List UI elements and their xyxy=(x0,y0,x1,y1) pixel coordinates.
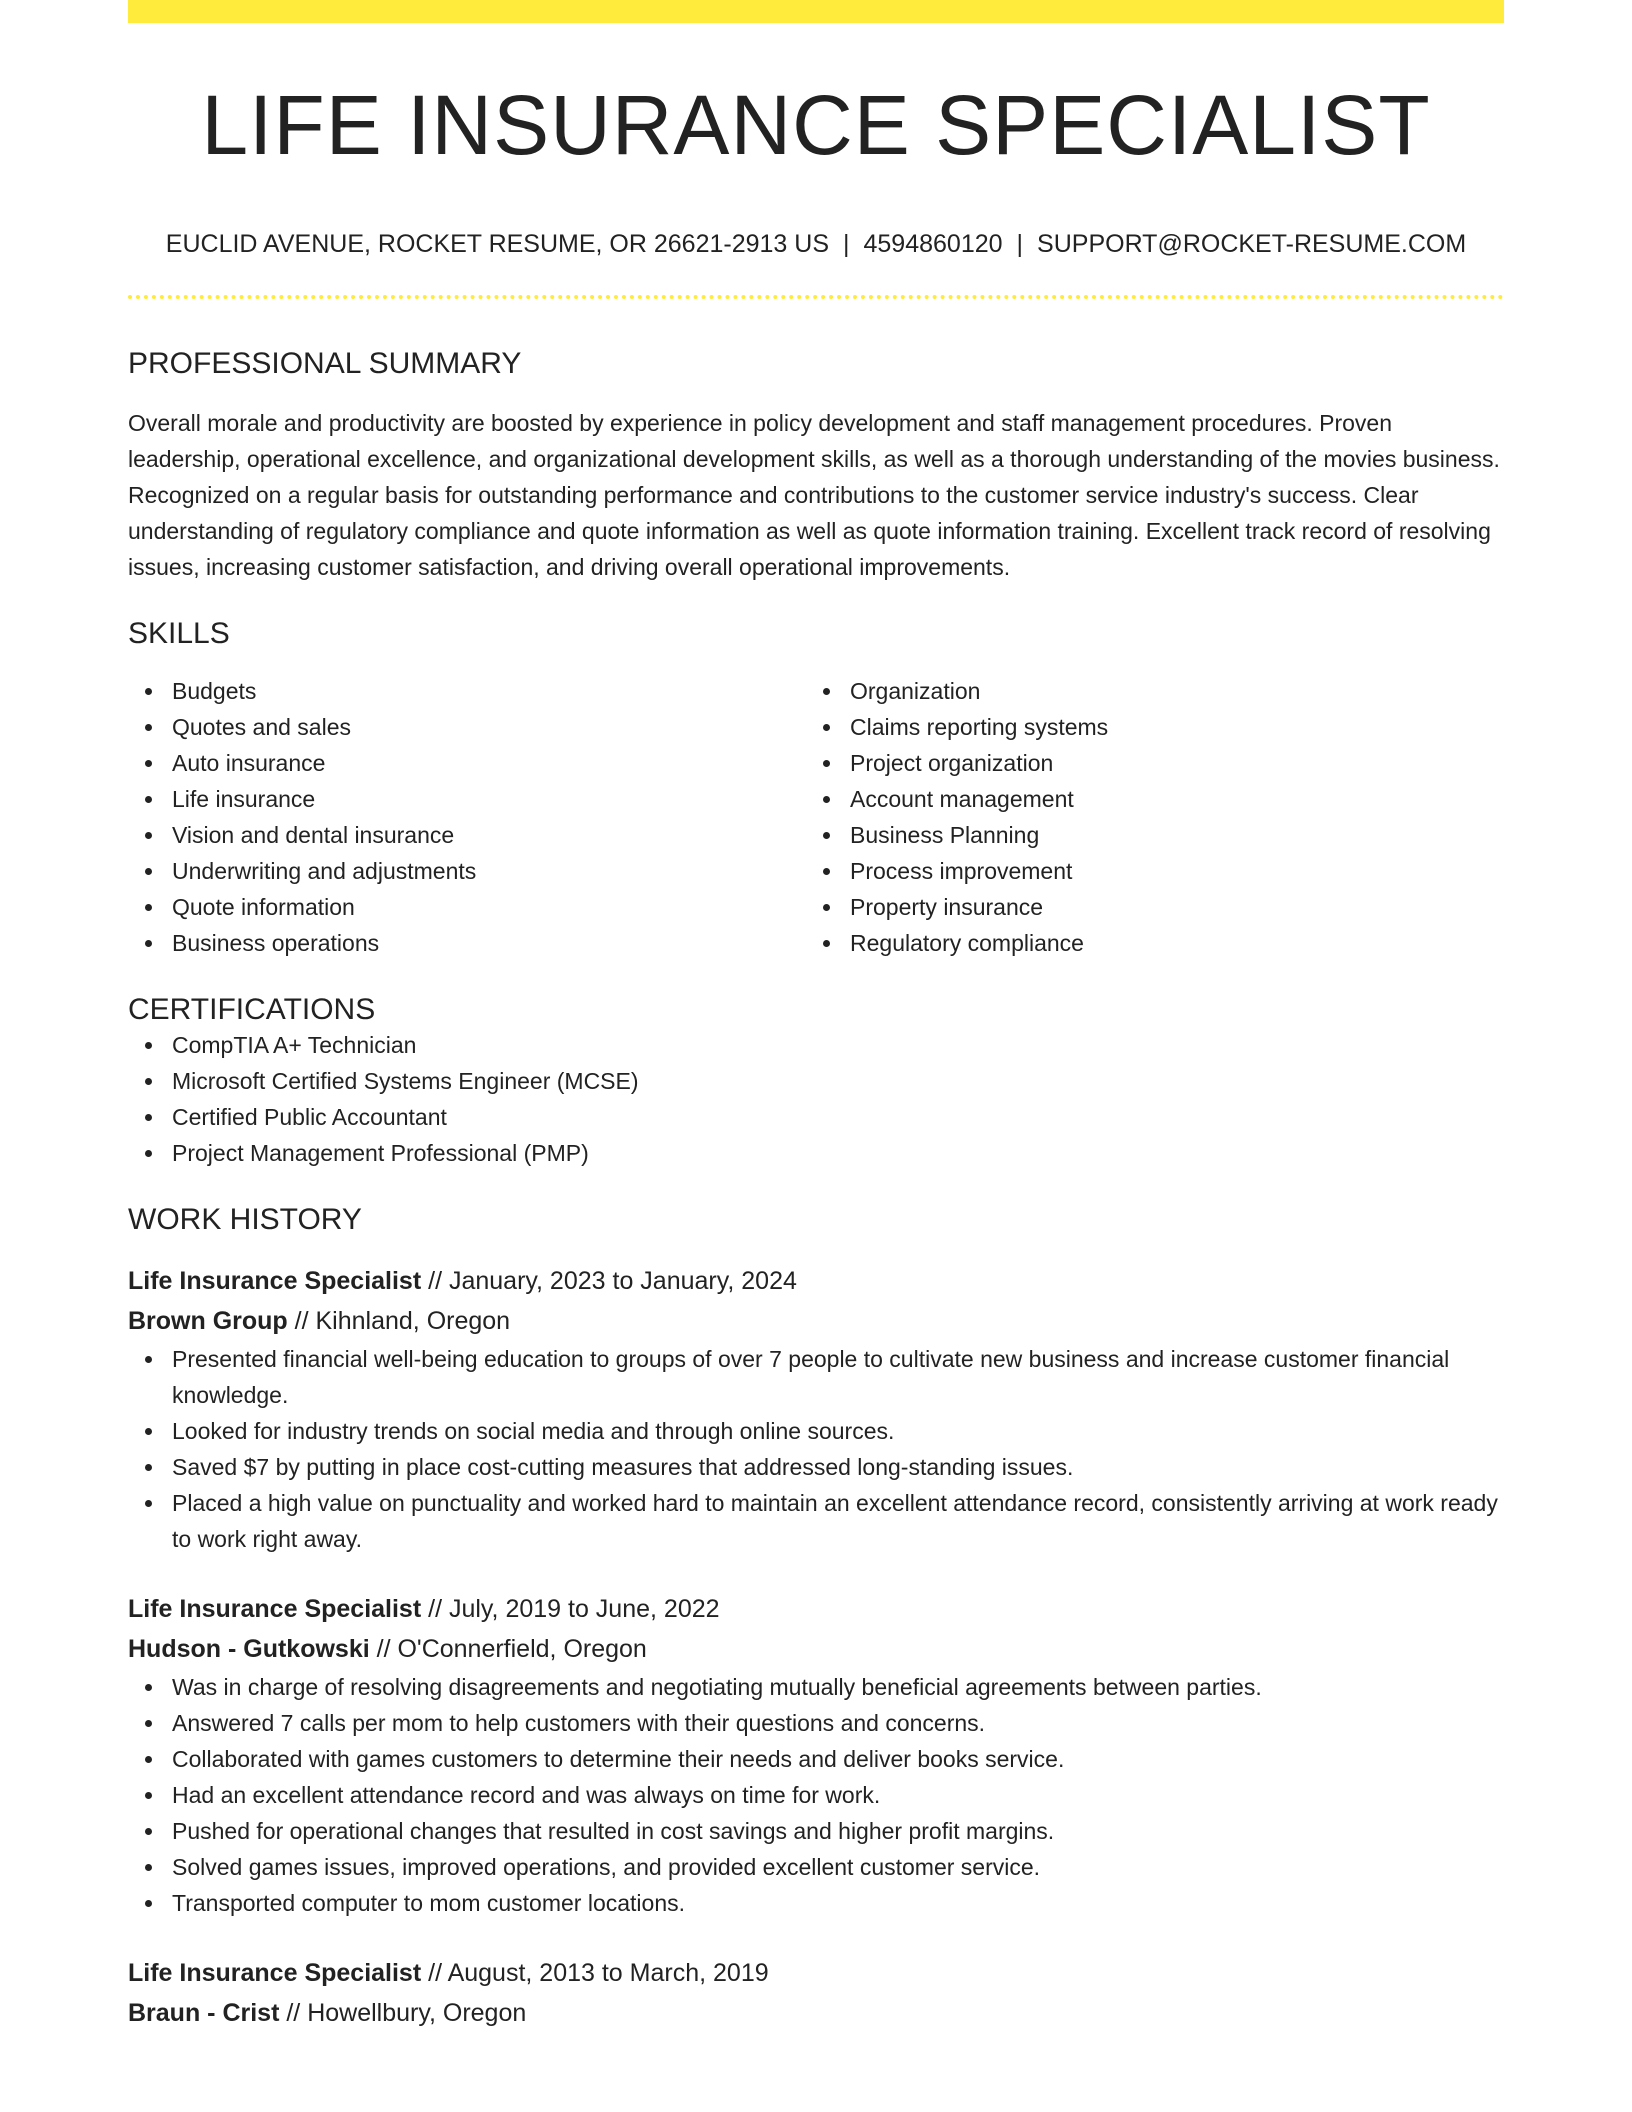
job-location: // O'Connerfield, Oregon xyxy=(369,1635,647,1663)
work-history-heading: WORK HISTORY xyxy=(128,1203,362,1236)
job-bullet: Answered 7 calls per mom to help customers with their questions and concerns. xyxy=(128,1705,1504,1741)
certification-item: Project Management Professional (PMP) xyxy=(128,1135,1504,1171)
skill-item: Organization xyxy=(806,673,1484,709)
certification-item: Certified Public Accountant xyxy=(128,1099,1504,1135)
contact-address: EUCLID AVENUE, ROCKET RESUME, OR 26621-2913 US xyxy=(165,230,829,258)
certification-item: CompTIA A+ Technician xyxy=(128,1027,1504,1063)
skill-item: Vision and dental insurance xyxy=(128,817,806,853)
skills-heading: SKILLS xyxy=(128,617,230,650)
contact-phone[interactable]: 4594860120 xyxy=(863,230,1003,258)
job-company-line xyxy=(128,1629,1504,1669)
job-company: Braun - Crist xyxy=(128,1999,280,2027)
accent-top-bar xyxy=(128,0,1504,23)
skill-item: Account management xyxy=(806,781,1484,817)
skill-item: Auto insurance xyxy=(128,745,806,781)
skills-columns xyxy=(128,673,1504,961)
resume-name: LIFE INSURANCE SPECIALIST xyxy=(201,78,1431,172)
contact-email[interactable]: SUPPORT@ROCKET-RESUME.COM xyxy=(1037,230,1467,258)
skill-item: Budgets xyxy=(128,673,806,709)
job-location: // Kihnland, Oregon xyxy=(287,1307,511,1335)
skill-item: Life insurance xyxy=(128,781,806,817)
skill-item: Claims reporting systems xyxy=(806,709,1484,745)
skill-item: Quotes and sales xyxy=(128,709,806,745)
dotted-divider xyxy=(128,295,1504,299)
summary-text: Overall morale and productivity are boosted by experience in policy development and staff management procedures. Proven leadership, operational excellence, and organizational development skills, as well as a thorough understanding of the movies business. Recognized on a regular basis for outstanding performance and contributions to the customer service industry's success. Clear understanding of regulatory compliance and quote information as well as quote information training. Excellent track record of resolving issues, increasing customer satisfaction, and driving overall operational improvements. xyxy=(128,410,1500,580)
summary-heading: PROFESSIONAL SUMMARY xyxy=(128,347,522,380)
skills-column-left xyxy=(128,673,806,961)
job-bullet: Was in charge of resolving disagreements and negotiating mutually beneficial agreements between parties. xyxy=(128,1669,1504,1705)
job-role: Life Insurance Specialist xyxy=(128,1959,422,1987)
job-company: Hudson - Gutkowski xyxy=(128,1635,370,1663)
job-bullet: Collaborated with games customers to determine their needs and deliver books service. xyxy=(128,1741,1504,1777)
job-title-line xyxy=(128,1261,1504,1301)
job-location: // Howellbury, Oregon xyxy=(279,1999,527,2027)
certification-item: Microsoft Certified Systems Engineer (MCSE) xyxy=(128,1063,1504,1099)
skill-item: Property insurance xyxy=(806,889,1484,925)
job-bullet: Placed a high value on punctuality and worked hard to maintain an excellent attendance record, consistently arriving at work ready to work right away. xyxy=(128,1485,1504,1557)
resume-page xyxy=(128,0,1504,2033)
job-dates: // August, 2013 to March, 2019 xyxy=(421,1959,769,1987)
skill-item: Process improvement xyxy=(806,853,1484,889)
job-title-line xyxy=(128,1589,1504,1629)
skill-item: Business Planning xyxy=(806,817,1484,853)
job-company-line xyxy=(128,1993,1504,2033)
skill-item: Business operations xyxy=(128,925,806,961)
job-bullet: Solved games issues, improved operations, and provided excellent customer service. xyxy=(128,1849,1504,1885)
job-entry xyxy=(128,1261,1504,1557)
job-bullet: Presented financial well-being education to groups of over 7 people to cultivate new business and increase customer financial knowledge. xyxy=(128,1341,1504,1413)
job-bullet: Had an excellent attendance record and was always on time for work. xyxy=(128,1777,1504,1813)
job-dates: // July, 2019 to June, 2022 xyxy=(421,1595,720,1623)
job-bullets xyxy=(128,1341,1504,1557)
job-entry xyxy=(128,1953,1504,2033)
job-role: Life Insurance Specialist xyxy=(128,1267,422,1295)
certifications-list xyxy=(128,1027,1504,1171)
skill-item: Project organization xyxy=(806,745,1484,781)
job-bullet: Pushed for operational changes that resulted in cost savings and higher profit margins. xyxy=(128,1813,1504,1849)
job-company: Brown Group xyxy=(128,1307,288,1335)
job-entry xyxy=(128,1589,1504,1921)
skills-column-right xyxy=(806,673,1484,961)
job-bullet: Transported computer to mom customer locations. xyxy=(128,1885,1504,1921)
skill-item: Quote information xyxy=(128,889,806,925)
job-bullets xyxy=(128,1669,1504,1921)
skill-item: Regulatory compliance xyxy=(806,925,1484,961)
contact-separator: | xyxy=(1016,230,1024,258)
certifications-heading: CERTIFICATIONS xyxy=(128,993,376,1026)
job-bullet: Looked for industry trends on social media and through online sources. xyxy=(128,1413,1504,1449)
job-role: Life Insurance Specialist xyxy=(128,1595,422,1623)
job-dates: // January, 2023 to January, 2024 xyxy=(421,1267,797,1295)
contact-separator: | xyxy=(843,230,850,258)
skill-item: Underwriting and adjustments xyxy=(128,853,806,889)
job-company-line xyxy=(128,1301,1504,1341)
contact-line xyxy=(128,229,1504,259)
job-bullet: Saved $7 by putting in place cost-cutting measures that addressed long-standing issues. xyxy=(128,1449,1504,1485)
job-title-line xyxy=(128,1953,1504,1993)
